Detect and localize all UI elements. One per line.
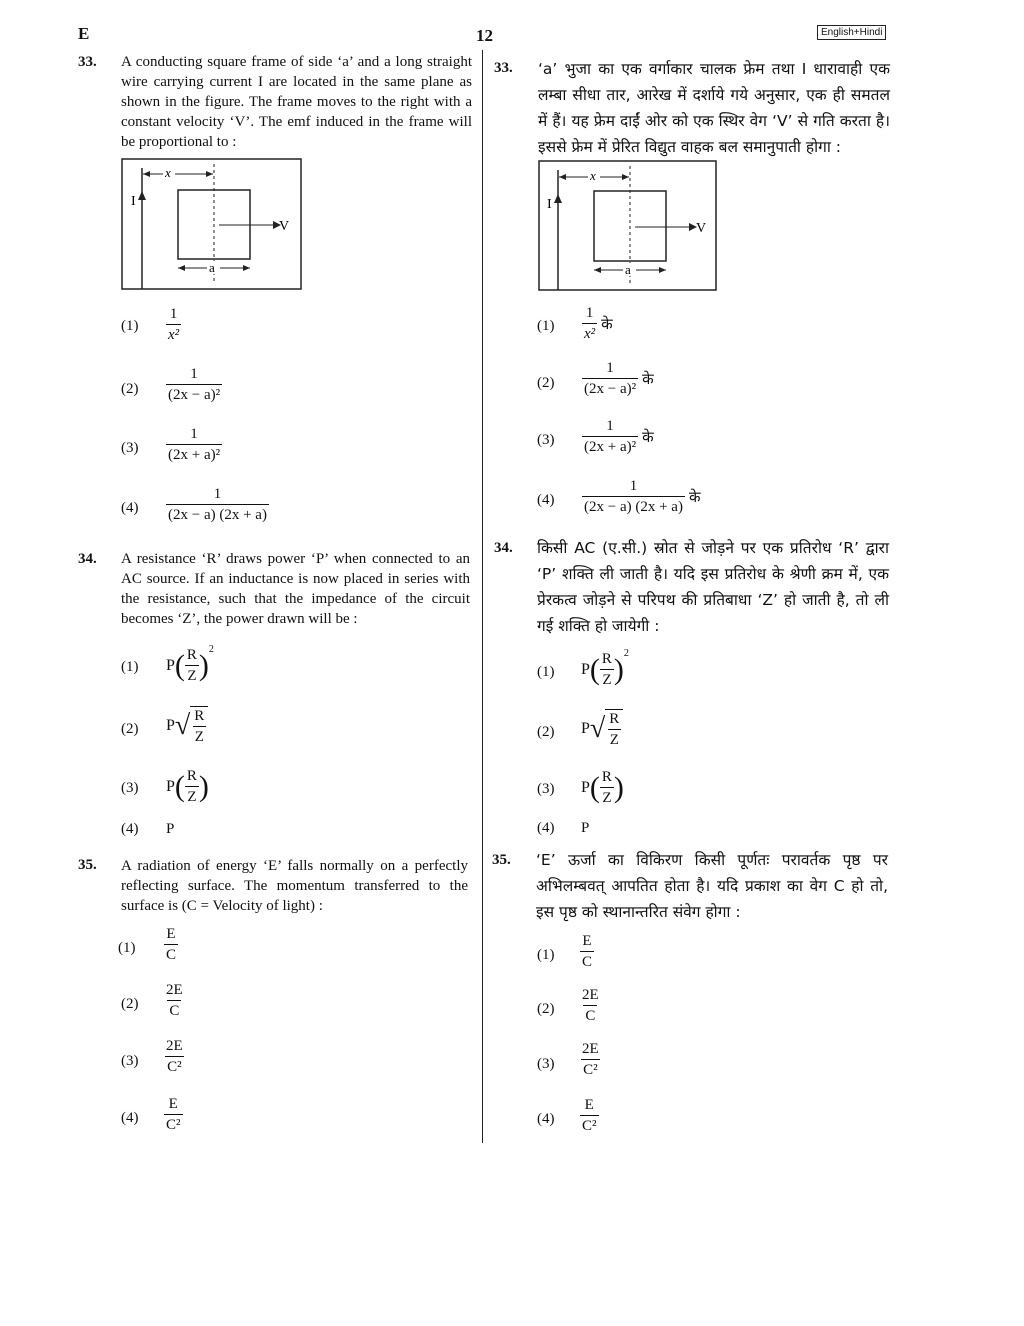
page-series-letter: E: [78, 24, 90, 43]
option-label: (3): [537, 432, 555, 448]
option-label: (1): [537, 318, 555, 334]
current-label: I: [547, 197, 552, 212]
numerator: 1: [190, 366, 198, 382]
option-label: (1): [118, 940, 136, 956]
option-label: (1): [121, 318, 139, 334]
page-number: 12: [476, 26, 493, 45]
option-2-answer: [166, 365, 222, 404]
dim-left-arrow-icon: [594, 267, 601, 273]
option-label: (2): [537, 724, 555, 740]
velocity-label: V: [696, 221, 707, 236]
option-1-answer: $\frac{E}{C}$: [582, 933, 593, 970]
language-badge: English+Hindi: [817, 25, 886, 40]
velocity-label: V: [279, 219, 290, 234]
option-label: (2): [537, 375, 555, 391]
question-text-hindi: किसी AC (ए.सी.) स्रोत से जोड़ने पर एक प्रतिरोध ‘R’ द्वारा ‘P’ शक्ति ली जाती है। यदि इस प्रतिरोध के श्रेणी क्रम में, एक प्रेरकत्व जोड़ने से परिपथ की प्रतिबाधा ‘Z’ हो जाती है, तो ली गई शक्ति हो जायेगी :: [537, 539, 889, 635]
option-4-answer: $\frac{1}{(2x - a) (2x + a)}$ के: [584, 478, 701, 515]
arrow-right-icon: [622, 174, 629, 180]
hindi-suffix: के: [601, 314, 613, 333]
dim-right-arrow-icon: [243, 265, 250, 271]
option-label: (3): [121, 780, 139, 796]
question-text-hindi: ‘a’ भुजा का एक वर्गाकार चालक फ्रेम तथा I धारावाही एक लम्बा सीधा तार, आरेख में दर्शाये गये अनुसार, एक ही समतल में हैं। यह फ्रेम दाईं ओर को एक स्थिर वेग ‘V’ से गति करता है। इससे फ्रेम में प्रेरित विद्युत वाहक बल समानुपाती होगा :: [538, 60, 890, 156]
option-label: (2): [121, 721, 139, 737]
option-3-answer: $\frac{2E}{\text{C²}}$: [582, 1041, 599, 1078]
option-3-answer: $\frac{2E}{\text{C²}}$: [166, 1038, 183, 1075]
option-label: (2): [537, 1001, 555, 1017]
option-label: (4): [121, 500, 139, 516]
option-1-answer: $\frac{1}{\text{x²}}$ के: [584, 305, 613, 342]
arrow-left-icon: [559, 174, 566, 180]
option-1-answer: [166, 305, 181, 344]
option-label: (4): [121, 821, 139, 837]
frame-wire-figure: [121, 158, 303, 291]
option-label: (1): [121, 659, 139, 675]
option-1-answer: $\frac{E}{C}$: [166, 926, 177, 963]
option-2-answer: $\frac{1}{\text{(2x − a)²}}$ के: [584, 360, 654, 397]
dim-right-arrow-icon: [659, 267, 666, 273]
option-4-answer: P: [166, 821, 175, 837]
option-1-answer: P ( $\frac{R}{Z}$ ) 2: [166, 644, 214, 684]
frame-wire-figure: [538, 160, 718, 292]
option-4-answer: $\frac{E}{\text{C²}}$: [582, 1097, 597, 1134]
current-arrow-icon: [554, 194, 562, 203]
question-text: A resistance ‘R’ draws power ‘P’ when connected to an AC source. If an inductance is now placed in series with the resistance, such that the impedance of the circuit becomes ‘Z’, the power drawn will be :: [121, 551, 470, 627]
numerator: 1: [213, 486, 222, 502]
denominator: (2x + a)²: [166, 444, 222, 464]
hindi-suffix: के: [688, 487, 701, 506]
numerator: 1: [169, 306, 178, 322]
question-text: A conducting square frame of side ‘a’ and a long straight wire carrying current I are located in the same plane as shown in the figure. The frame moves to the right with a constant velocity ‘V’. The emf induced in the frame will be proportional to :: [121, 54, 472, 150]
question-number: 34.: [78, 551, 97, 567]
a-label: a: [625, 262, 631, 277]
question-number: 33.: [494, 60, 513, 76]
option-2-answer: $\frac{2E}{C}$: [166, 982, 183, 1019]
x-label: x: [590, 168, 596, 183]
option-3-answer: [166, 425, 222, 464]
arrow-right-icon: [206, 171, 213, 177]
question-number: 34.: [494, 540, 513, 556]
option-label: (2): [121, 381, 139, 397]
current-arrow-icon: [138, 191, 146, 200]
question-number: 33.: [78, 54, 97, 70]
option-label: (3): [537, 781, 555, 797]
option-label: (2): [121, 996, 139, 1012]
option-label: (3): [121, 440, 139, 456]
question-number: 35.: [492, 852, 511, 868]
column-divider: [482, 50, 483, 1143]
option-4-answer: P: [581, 820, 590, 836]
current-label: I: [131, 194, 136, 209]
dim-left-arrow-icon: [178, 265, 185, 271]
x-label: x: [165, 165, 171, 180]
option-3-answer: $\frac{1}{\text{(2x + a)²}}$ के: [584, 418, 654, 455]
arrow-left-icon: [143, 171, 150, 177]
option-label: (3): [121, 1053, 139, 1069]
option-1-answer: P ( $\frac{R}{Z}$ ) 2: [581, 648, 629, 688]
denominator: x²: [166, 324, 181, 344]
hindi-suffix: के: [642, 427, 654, 446]
option-3-answer: P ( $\frac{R}{Z}$ ): [166, 768, 209, 805]
option-label: (1): [537, 664, 555, 680]
option-2-answer: P √ $\frac{R}{Z}$: [581, 709, 623, 749]
option-label: (4): [537, 492, 555, 508]
option-3-answer: P ( $\frac{R}{Z}$ ): [581, 769, 624, 806]
option-label: (4): [537, 820, 555, 836]
option-2-answer: $\frac{2E}{C}$: [582, 987, 599, 1024]
option-label: (4): [121, 1110, 139, 1126]
hindi-suffix: के: [642, 369, 654, 388]
question-number: 35.: [78, 857, 97, 873]
numerator: 1: [190, 426, 198, 442]
option-label: (3): [537, 1056, 555, 1072]
option-label: (1): [537, 947, 555, 963]
denominator: (2x − a) (2x + a): [166, 504, 269, 524]
option-4-answer: [166, 485, 269, 524]
question-text: A radiation of energy ‘E’ falls normally on a perfectly reflecting surface. The momentum transferred to the surface is (C = Velocity of light) :: [121, 858, 468, 914]
question-text-hindi: ‘E’ ऊर्जा का विकिरण किसी पूर्णतः परावर्तक पृष्ठ पर अभिलम्बवत् आपतित होता है। यदि प्रकाश का वेग C हो तो, इस पृष्ठ को स्थानान्तरित संवेग होगा :: [536, 851, 888, 921]
denominator: (2x − a)²: [166, 384, 222, 404]
option-label: (4): [537, 1111, 555, 1127]
option-2-answer: P √ $\frac{R}{Z}$: [166, 706, 208, 746]
option-4-answer: $\frac{E}{\text{C²}}$: [166, 1096, 181, 1133]
a-label: a: [209, 260, 215, 275]
